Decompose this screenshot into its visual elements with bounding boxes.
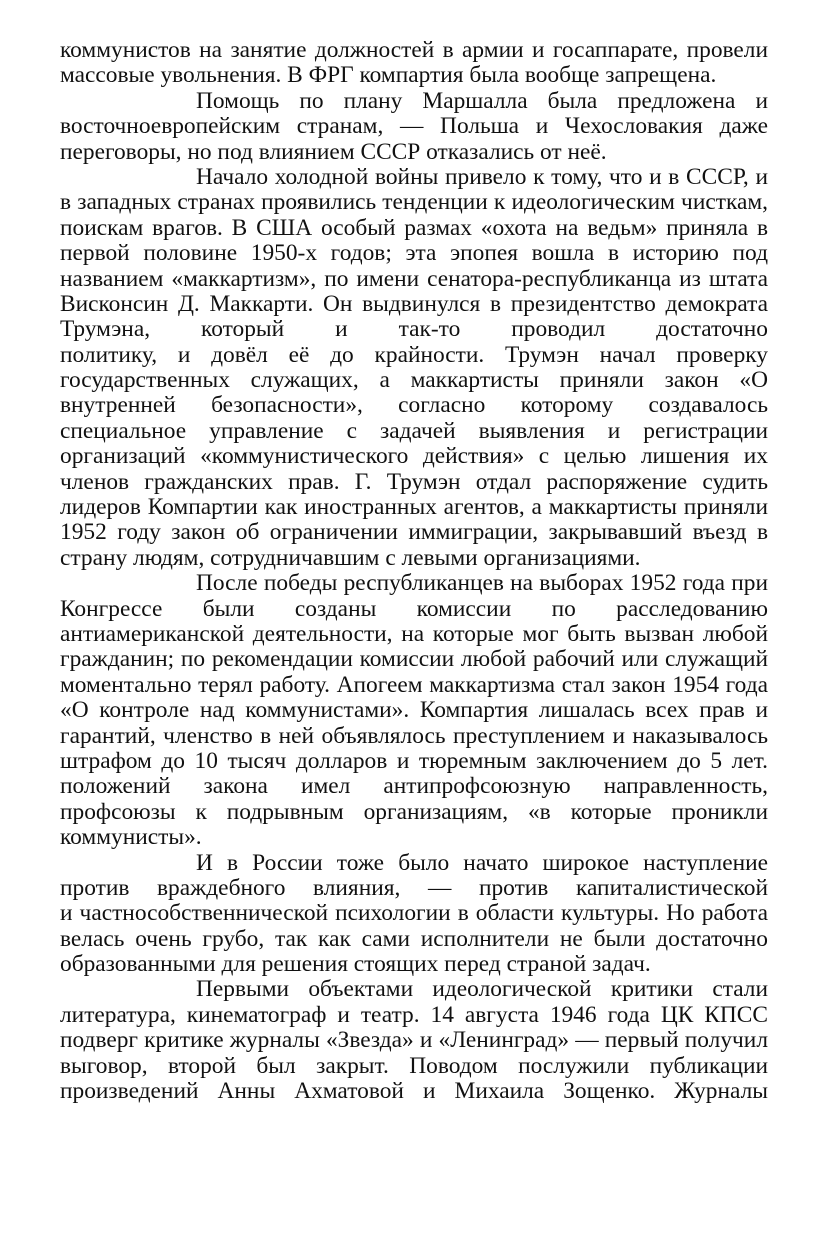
document-page bbox=[60, 38, 768, 1104]
text-line: штрафом до 10 тысяч долларов и тюремным заключением до 5 лет. bbox=[60, 748, 768, 774]
paragraph bbox=[60, 89, 768, 165]
text-line: гражданин; по рекомендации комиссии любой рабочий или служащий bbox=[60, 647, 768, 673]
text-line: моментально терял работу. Апогеем маккартизма стал закон 1954 года bbox=[60, 672, 768, 698]
text-line: коммунисты». bbox=[60, 824, 202, 851]
text-line: гарантий, членство в ней объявлялось преступлением и наказывалось bbox=[60, 723, 768, 749]
text-line: положений закона имел антипрофсоюзную направленность, bbox=[60, 774, 768, 800]
text-line: специальное управление с задачей выявления и регистрации bbox=[60, 418, 768, 444]
text-line: организаций «коммунистического действия» с целью лишения их bbox=[60, 444, 768, 470]
text-line: страну людям, сотрудничавшим с левыми организациями. bbox=[60, 544, 641, 571]
text-line: названием «маккартизм», по имени сенатора-республиканца из штата bbox=[60, 266, 768, 292]
text-line: литература, кинематограф и театр. 14 августа 1946 года ЦК КПСС bbox=[60, 1002, 768, 1028]
text-line: И в России тоже было начато широкое наступление bbox=[196, 850, 768, 876]
text-line: государственных служащих, а маккартисты приняли закон «О bbox=[60, 368, 768, 394]
paragraph bbox=[60, 571, 768, 850]
text-line: 1952 году закон об ограничении иммиграции, закрывавший въезд в bbox=[60, 520, 768, 546]
paragraph bbox=[60, 977, 768, 1104]
text-line: лидеров Компартии как иностранных агентов, а маккартисты приняли bbox=[60, 495, 768, 521]
text-line: профсоюзы к подрывным организациям, «в которые проникли bbox=[60, 799, 768, 825]
text-line: Конгрессе были созданы комиссии по расследованию bbox=[60, 596, 768, 622]
paragraph bbox=[60, 851, 768, 978]
text-line: в западных странах проявились тенденции к идеологическим чисткам, bbox=[60, 190, 768, 216]
paragraph bbox=[60, 165, 768, 571]
text-line: После победы республиканцев на выборах 1952 года при bbox=[196, 571, 768, 597]
text-line: политику, и довёл её до крайности. Трумэн начал проверку bbox=[60, 342, 768, 368]
text-line: восточноевропейским странам, — Польша и Чехословакия даже bbox=[60, 114, 768, 140]
text-line: «О контроле над коммунистами». Компартия лишалась всех прав и bbox=[60, 698, 768, 724]
text-line: произведений Анны Ахматовой и Михаила Зощенко. Журналы bbox=[60, 1079, 768, 1105]
text-line: Помощь по плану Маршалла была предложена и bbox=[196, 88, 768, 114]
text-line: Висконсин Д. Маккарти. Он выдвинулся в президентство демократа bbox=[60, 291, 768, 317]
text-line: Начало холодной войны привело к тому, что и в СССР, и bbox=[196, 164, 768, 190]
text-line: Трумэна, который и так-то проводил достаточно bbox=[60, 317, 768, 343]
text-line: переговоры, но под влиянием СССР отказались от неё. bbox=[60, 138, 607, 165]
text-line: выговор, второй был закрыт. Поводом послужили публикации bbox=[60, 1053, 768, 1079]
text-line: антиамериканской деятельности, на которые мог быть вызван любой bbox=[60, 621, 768, 647]
text-line: Первыми объектами идеологической критики стали bbox=[196, 977, 768, 1003]
text-line: коммунистов на занятие должностей в армии и госаппарате, провели bbox=[60, 38, 768, 63]
text-line: внутренней безопасности», согласно которому создавалось bbox=[60, 393, 768, 419]
paragraph bbox=[60, 38, 768, 89]
text-line: против враждебного влияния, — против капиталистической bbox=[60, 875, 768, 901]
text-line: поискам врагов. В США особый размах «охота на ведьм» приняла в bbox=[60, 215, 768, 241]
text-line: подверг критике журналы «Звезда» и «Ленинград» — первый получил bbox=[60, 1028, 768, 1054]
text-line: велась очень грубо, так как сами исполнители не были достаточно bbox=[60, 926, 768, 952]
text-line: членов гражданских прав. Г. Трумэн отдал распоряжение судить bbox=[60, 469, 768, 495]
text-line: образованными для решения стоящих перед страной задач. bbox=[60, 951, 651, 978]
text-line: первой половине 1950-х годов; эта эпопея вошла в историю под bbox=[60, 241, 768, 267]
text-line: массовые увольнения. В ФРГ компартия была вообще запрещена. bbox=[60, 62, 717, 89]
text-line: и частнособственнической психологии в области культуры. Но работа bbox=[60, 901, 768, 927]
